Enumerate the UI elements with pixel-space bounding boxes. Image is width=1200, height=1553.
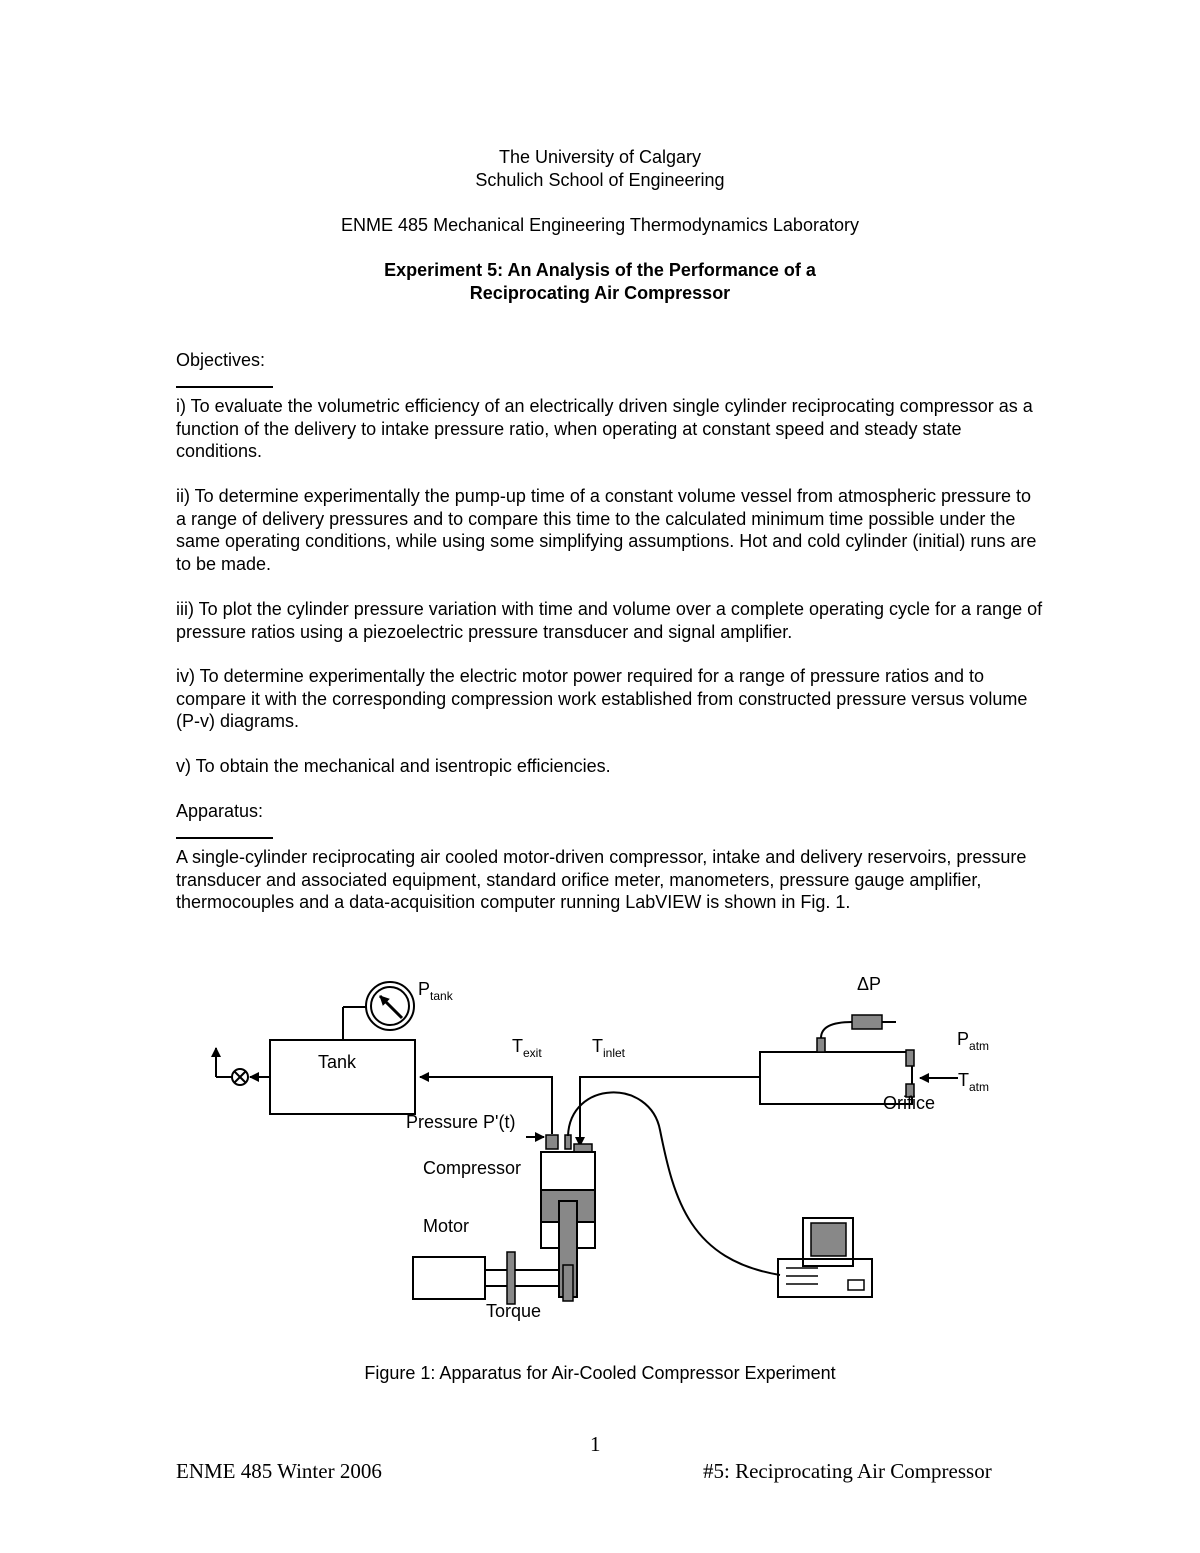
delta-p-label: ΔP — [857, 974, 882, 994]
footer-right: #5: Reciprocating Air Compressor — [703, 1459, 992, 1483]
objective-item-4: iv) To determine experimentally the electric motor power required for a range of pressure ratios and to compare it with the corresponding compression work established from constructed pressure versus volume (P-v) diagrams. — [176, 666, 1028, 732]
footer-left: ENME 485 Winter 2006 — [176, 1459, 382, 1483]
objectives-underline — [176, 386, 273, 388]
compressor-label: Compressor — [423, 1158, 522, 1178]
page-number: 1 — [590, 1432, 601, 1456]
course-title: ENME 485 Mechanical Engineering Thermodynamics Laboratory — [341, 215, 859, 235]
objective-item-5: v) To obtain the mechanical and isentropic efficiencies. — [176, 756, 611, 776]
objective-item-1: i) To evaluate the volumetric efficiency of an electrically driven single cylinder reciprocating compressor as a function of the delivery to intake pressure ratio, when operating at constant speed and steady state conditions. — [176, 396, 1033, 462]
torque-arm — [507, 1252, 515, 1304]
motor-label: Motor — [423, 1216, 470, 1236]
electric-motor — [413, 1257, 485, 1299]
signal-cable — [568, 1092, 780, 1275]
pressure-label: Pressure P'(t) — [406, 1112, 516, 1132]
university-name: The University of Calgary — [498, 147, 702, 167]
t-exit-label: $T_{exit}$ — [512, 1036, 542, 1060]
orifice-label: Orifice — [883, 1093, 936, 1113]
p-tank-label: $P_{tank}$ — [418, 979, 453, 1003]
objective-item-3: iii) To plot the cylinder pressure variation with time and volume over a complete operating cycle for a range of pressure ratios using a piezoelectric pressure transducer and signal amplifier. — [176, 599, 1043, 642]
experiment-title-line1: Experiment 5: An Analysis of the Performance of a — [384, 260, 816, 280]
drive-shaft — [485, 1270, 559, 1286]
experiment-title-line2: Reciprocating Air Compressor — [469, 283, 731, 303]
torque-label: Torque — [486, 1301, 542, 1321]
p-atm-label: $P_{atm}$ — [957, 1029, 990, 1053]
apparatus-diagram — [0, 960, 1200, 1400]
delta-p-transducer — [852, 1015, 882, 1029]
school-name: Schulich School of Engineering — [475, 170, 725, 190]
tank-label: Tank — [318, 1052, 357, 1072]
intake-line — [580, 1077, 760, 1146]
t-inlet-label: $T_{inlet}$ — [592, 1036, 626, 1060]
apparatus-description: A single-cylinder reciprocating air cooled motor-driven compressor, intake and delivery reservoirs, pressure transducer and associated equipment, standard orifice meter, manometers, pressure gauge amplifier, thermocouples and a data-acquisition computer running LabVIEW is shown in Fig. 1. — [176, 847, 1027, 913]
figure-caption: Figure 1: Apparatus for Air-Cooled Compressor Experiment — [364, 1363, 836, 1383]
objectives-heading: Objectives: — [176, 350, 266, 370]
t-atm-label: $T_{atm}$ — [958, 1070, 990, 1094]
objective-item-2: ii) To determine experimentally the pump-up time of a constant volume vessel from atmospheric pressure to a range of delivery pressures and to compare this time to the calculated minimum time possible under the same operating conditions, while using some simplifying assumptions. Hot and cold cylinder (initial) runs are to be made. — [176, 486, 1037, 574]
computer-base — [778, 1259, 872, 1297]
apparatus-heading: Apparatus: — [176, 801, 264, 821]
apparatus-underline — [176, 837, 273, 839]
gauge-needle — [380, 996, 402, 1018]
